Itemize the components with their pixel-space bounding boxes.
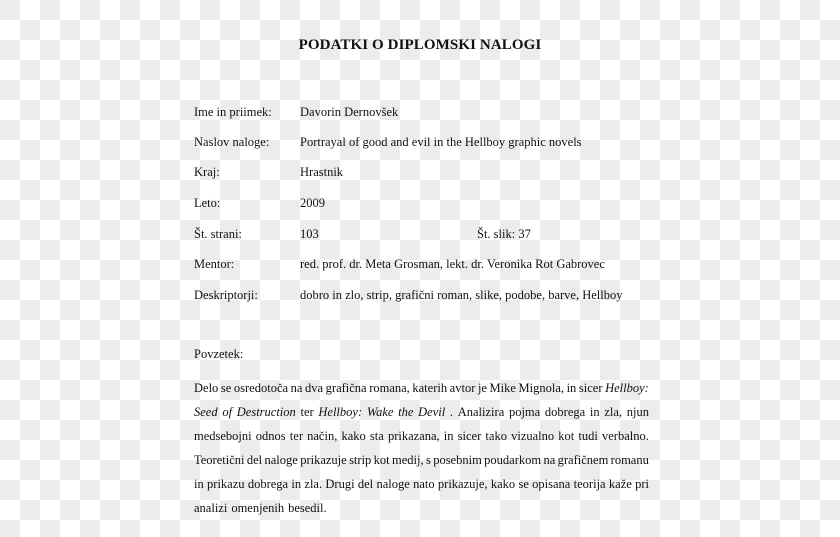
- abstract-word: odnos: [255, 429, 286, 443]
- abstract-word: na: [543, 453, 556, 467]
- abstract-word: romanu: [610, 453, 649, 467]
- abstract-word: prikazana,: [387, 429, 440, 443]
- abstract-word: posebnim: [433, 453, 482, 467]
- abstract-word: besedil.: [288, 501, 327, 515]
- abstract-word: .: [449, 405, 454, 419]
- abstract-word: in: [566, 381, 577, 395]
- abstract-word: omenjenih: [231, 501, 285, 515]
- abstract-word: naloge: [264, 453, 298, 467]
- field-label: Leto:: [194, 196, 221, 210]
- abstract-word-italic: Hellboy:: [318, 405, 363, 419]
- abstract-word: vizualno: [511, 429, 555, 443]
- summary-heading: Povzetek:: [194, 347, 244, 361]
- abstract-word: s: [425, 453, 431, 467]
- abstract-line-words: [194, 400, 649, 424]
- abstract-paragraph: [194, 376, 649, 520]
- abstract-word: opisana: [532, 477, 571, 491]
- field-label: Mentor:: [194, 257, 235, 271]
- abstract-word: ter: [289, 429, 303, 443]
- abstract-word: Mignola,: [518, 381, 564, 395]
- abstract-line: [194, 448, 649, 472]
- abstract-word: avtor: [449, 381, 476, 395]
- abstract-word: del: [357, 477, 374, 491]
- abstract-word: se: [220, 381, 232, 395]
- abstract-word: prikazu: [207, 477, 245, 491]
- field-figures-count: Št. slik: 37: [477, 227, 531, 241]
- abstract-word: tudi: [578, 429, 598, 443]
- abstract-word: Mike: [489, 381, 516, 395]
- abstract-word: medsebojni: [194, 429, 252, 443]
- abstract-word: kot: [373, 453, 390, 467]
- abstract-word: kaže: [608, 477, 632, 491]
- abstract-word: zla,: [604, 405, 623, 419]
- field-value: dobro in zlo, strip, grafični roman, slike, podobe, barve, Hellboy: [300, 288, 623, 302]
- abstract-line-words: [194, 424, 649, 448]
- abstract-line-words: [194, 496, 649, 520]
- abstract-word: je: [477, 381, 487, 395]
- field-value: 103: [300, 227, 319, 241]
- abstract-word: katerih: [412, 381, 448, 395]
- abstract-line: [194, 424, 649, 448]
- abstract-word: sta: [369, 429, 384, 443]
- abstract-word: zla.: [304, 477, 323, 491]
- abstract-word: Analizira: [457, 405, 505, 419]
- abstract-line: [194, 496, 649, 520]
- abstract-line: [194, 376, 649, 400]
- field-label: Ime in priimek:: [194, 105, 272, 119]
- abstract-line-words: [194, 472, 649, 496]
- abstract-word: prikazuje: [300, 453, 347, 467]
- abstract-word: in: [194, 477, 204, 491]
- abstract-word: na: [290, 381, 303, 395]
- abstract-word: sicer: [578, 381, 603, 395]
- field-value: red. prof. dr. Meta Grosman, lekt. dr. Veronika Rot Gabrovec: [300, 257, 605, 271]
- abstract-word: grafičnem: [557, 453, 609, 467]
- abstract-line: [194, 400, 649, 424]
- abstract-word: se: [518, 477, 529, 491]
- abstract-line-words: [194, 448, 649, 472]
- abstract-word: dobrega: [247, 477, 289, 491]
- field-value: 2009: [300, 196, 325, 210]
- abstract-word: ter: [300, 405, 314, 419]
- abstract-word-italic: Hellboy:: [605, 381, 649, 395]
- field-label: Deskriptorji:: [194, 288, 258, 302]
- abstract-word: medij,: [392, 453, 424, 467]
- abstract-word: Drugi: [325, 477, 355, 491]
- abstract-word: romana,: [369, 381, 410, 395]
- abstract-word-italic: of: [222, 405, 233, 419]
- abstract-word-italic: Seed: [194, 405, 218, 419]
- abstract-word: osredotoča: [233, 381, 289, 395]
- abstract-word: teorija: [573, 477, 606, 491]
- abstract-word: tako: [485, 429, 507, 443]
- abstract-word-italic: the: [398, 405, 414, 419]
- abstract-word: pojma: [508, 405, 541, 419]
- field-value: Portrayal of good and evil in the Hellboy graphic novels: [300, 135, 582, 149]
- field-label: Naslov naloge:: [194, 135, 270, 149]
- abstract-word: kot: [558, 429, 575, 443]
- abstract-word: kako: [490, 477, 516, 491]
- abstract-word: sicer: [457, 429, 482, 443]
- abstract-word: verbalno.: [602, 429, 649, 443]
- abstract-word: kako: [341, 429, 366, 443]
- abstract-word: poudarkom: [484, 453, 542, 467]
- abstract-line-words: [194, 376, 649, 400]
- abstract-word: strip: [349, 453, 372, 467]
- abstract-word: del: [246, 453, 263, 467]
- abstract-word: dva: [305, 381, 324, 395]
- field-label: Št. strani:: [194, 227, 242, 241]
- abstract-word: način,: [307, 429, 338, 443]
- abstract-word-italic: Wake: [366, 405, 394, 419]
- abstract-word: Delo: [194, 381, 219, 395]
- abstract-word: pri: [635, 477, 649, 491]
- abstract-word: nato: [413, 477, 435, 491]
- abstract-word-italic: Devil: [418, 405, 446, 419]
- document-title: PODATKI O DIPLOMSKI NALOGI: [298, 37, 542, 53]
- abstract-word: analizi: [194, 501, 228, 515]
- abstract-word: naloge: [376, 477, 410, 491]
- field-label: Kraj:: [194, 165, 220, 179]
- abstract-word: in: [291, 477, 302, 491]
- abstract-word: in: [443, 429, 454, 443]
- abstract-word-italic: Destruction: [236, 405, 296, 419]
- field-value: Hrastnik: [300, 165, 344, 179]
- abstract-word: dobrega: [544, 405, 586, 419]
- abstract-line: [194, 472, 649, 496]
- abstract-word: njun: [626, 405, 649, 419]
- field-value: Davorin Dernovšek: [300, 105, 399, 119]
- abstract-word: grafična: [325, 381, 367, 395]
- abstract-word: Teoretični: [194, 453, 245, 467]
- abstract-word: prikazuje,: [437, 477, 488, 491]
- abstract-word: in: [589, 405, 600, 419]
